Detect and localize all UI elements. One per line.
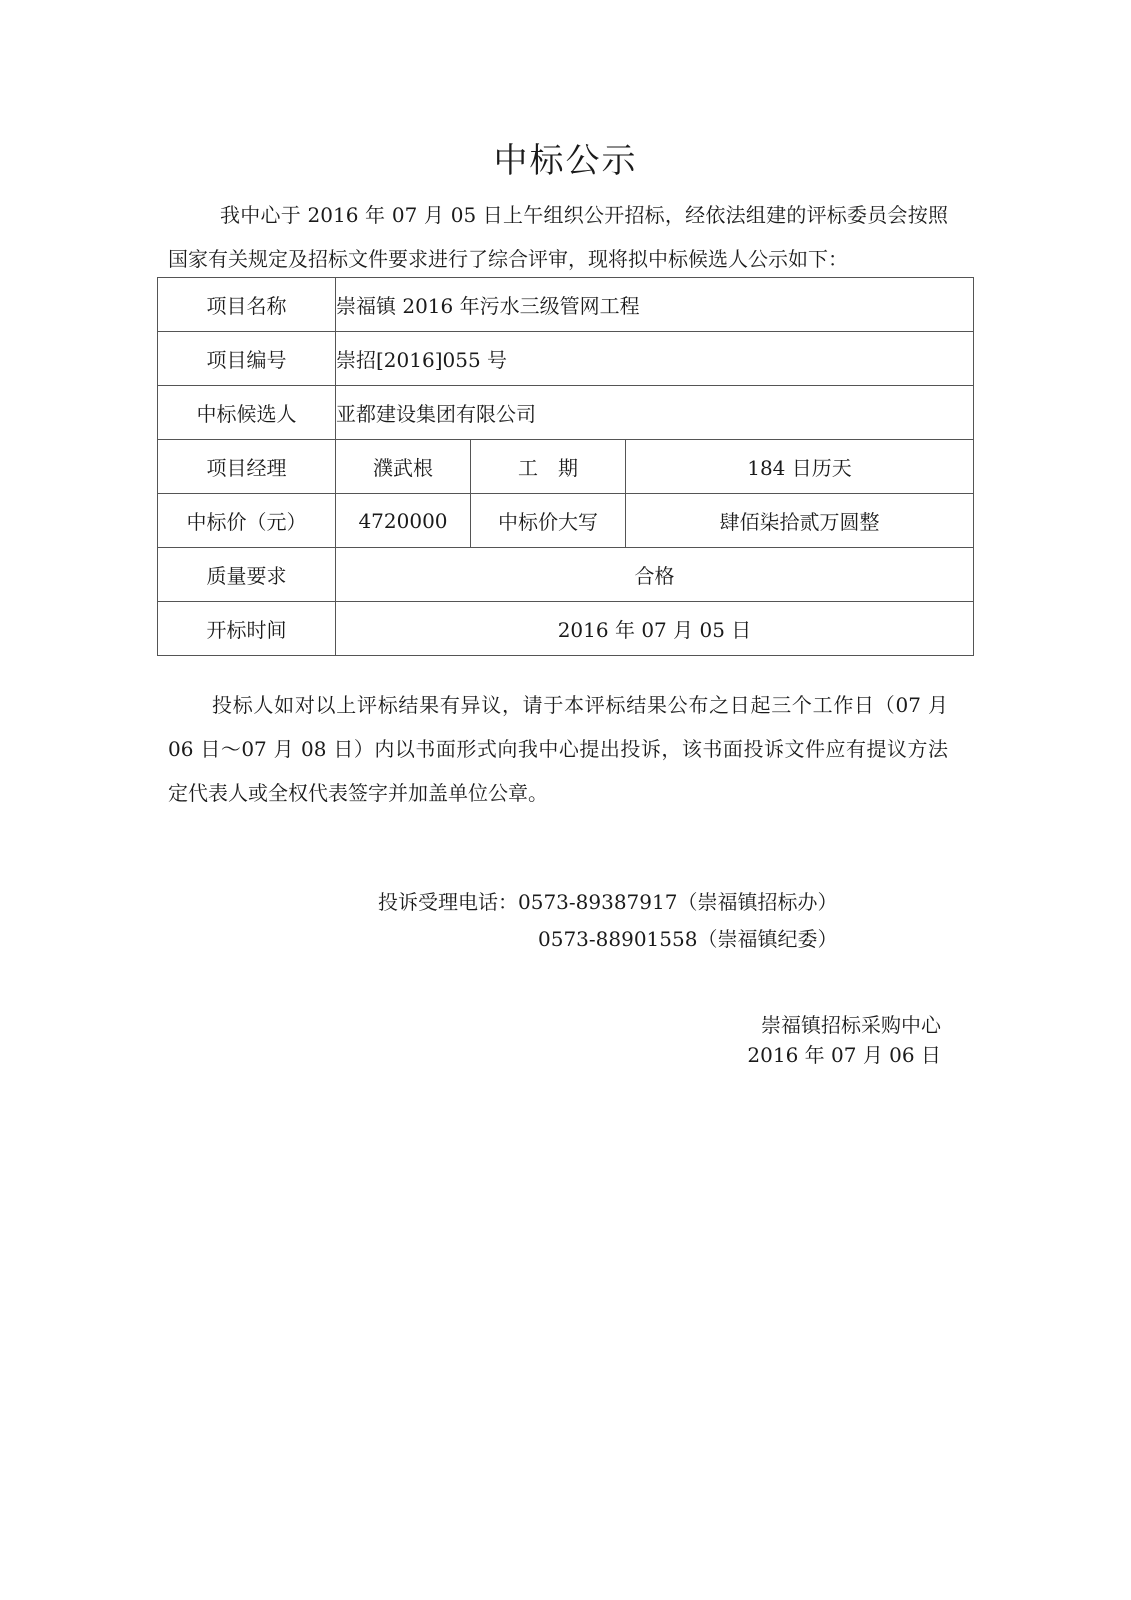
project-name-label: 项目名称: [158, 278, 336, 332]
table-row: [158, 602, 974, 656]
objection-paragraph: 投标人如对以上评标结果有异议，请于本评标结果公布之日起三个工作日（07 月 06 日～07 月 08 日）内以书面形式向我中心提出投诉，该书面投诉文件应有提议方法定代表人或全权代表签字并加盖单位公章。: [168, 693, 948, 805]
price-upper-label: 中标价大写: [471, 494, 626, 548]
project-no-value: 崇招[2016]055 号: [336, 332, 974, 386]
manager-label: 项目经理: [158, 440, 336, 494]
table-row: [158, 278, 974, 332]
open-time-label: 开标时间: [158, 602, 336, 656]
issuer-name: 崇福镇招标采购中心: [761, 1013, 941, 1037]
complaint-phone-line-2: 0573-88901558（崇福镇纪委）: [538, 927, 838, 951]
price-value: 4720000: [336, 494, 471, 548]
quality-label: 质量要求: [158, 548, 336, 602]
manager-value: 濮武根: [336, 440, 471, 494]
project-name-value: 崇福镇 2016 年污水三级管网工程: [336, 278, 974, 332]
candidate-value: 亚都建设集团有限公司: [336, 386, 974, 440]
price-upper-value: 肆佰柒拾贰万圆整: [626, 494, 974, 548]
candidate-label: 中标候选人: [158, 386, 336, 440]
intro-paragraph: 我中心于 2016 年 07 月 05 日上午组织公开招标，经依法组建的评标委员会按照国家有关规定及招标文件要求进行了综合评审，现将拟中标候选人公示如下：: [168, 203, 948, 271]
duration-value: 184 日历天: [626, 440, 974, 494]
quality-value: 合格: [336, 548, 974, 602]
project-no-label: 项目编号: [158, 332, 336, 386]
price-label: 中标价（元）: [158, 494, 336, 548]
table-row: [158, 332, 974, 386]
complaint-phone-line-1: 投诉受理电话：0573-89387917（崇福镇招标办）: [378, 890, 838, 914]
award-table: [157, 277, 974, 656]
duration-label: 工 期: [471, 440, 626, 494]
page-title: 中标公示: [493, 141, 638, 181]
open-time-value: 2016 年 07 月 05 日: [336, 602, 974, 656]
issue-date: 2016 年 07 月 06 日: [747, 1043, 941, 1067]
table-row: [158, 548, 974, 602]
table-row: [158, 440, 974, 494]
table-row: [158, 494, 974, 548]
table-row: [158, 386, 974, 440]
